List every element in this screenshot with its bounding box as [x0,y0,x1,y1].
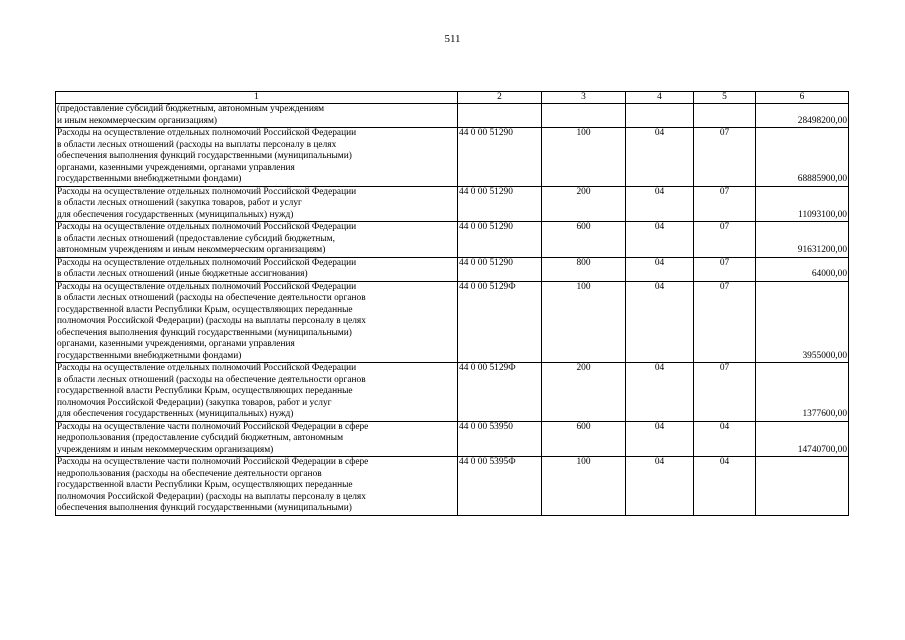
description-line: недропользования (расходы на обеспечение деятельности органов [57,468,322,479]
budget-code: 44 0 00 51290 [458,186,542,222]
row-description [56,128,458,187]
column-header-5: 5 [694,92,756,104]
budget-table [55,91,849,516]
expense-type: 100 [542,457,626,516]
expense-type: 600 [542,421,626,457]
amount: 68885900,00 [756,128,849,187]
table-row [56,281,849,363]
row-description [56,421,458,457]
section: 04 [626,257,694,281]
table-row [56,421,849,457]
description-line: государственными внебюджетными фондами) [57,174,242,184]
budget-code: 44 0 00 5129Ф [458,363,542,422]
column-header-3: 3 [542,92,626,104]
expense-type: 200 [542,186,626,222]
description-line: в области лесных отношений (закупка товаров, работ и услуг [57,198,302,208]
expense-type: 200 [542,363,626,422]
description-line: в области лесных отношений (расходы на обеспечение деятельности органов [57,293,366,303]
description-line: государственной власти Республики Крым, осуществляющих переданные [57,386,353,396]
row-description [56,363,458,422]
description-line: государственной власти Республики Крым, осуществляющих переданные [57,304,353,315]
amount [756,457,849,516]
description-line: Расходы на осуществление отдельных полномочий Российской Федерации [57,281,357,292]
section [626,104,694,128]
budget-code: 44 0 00 51290 [458,128,542,187]
table-row [56,128,849,187]
section: 04 [626,281,694,363]
section: 04 [626,421,694,457]
row-description [56,257,458,281]
expense-type: 100 [542,128,626,187]
budget-code: 44 0 00 51290 [458,222,542,258]
amount: 11093100,00 [756,186,849,222]
description-line: (предоставление субсидий бюджетным, автономным учреждениям [57,104,325,114]
column-header-6: 6 [756,92,849,104]
subsection: 07 [694,222,756,258]
column-header-2: 2 [458,92,542,104]
description-line: Расходы на осуществление части полномочий Российской Федерации в сфере [57,421,369,432]
amount: 1377600,00 [756,363,849,422]
subsection: 07 [694,363,756,422]
amount: 28498200,00 [756,104,849,128]
budget-code: 44 0 00 5395Ф [458,457,542,516]
amount: 3955000,00 [756,281,849,363]
description-line: в области лесных отношений (иные бюджетные ассигнования) [57,269,308,279]
expense-type: 800 [542,257,626,281]
description-line: органами, казенными учреждениями, органами управления [57,339,295,349]
description-line: в области лесных отношений (расходы на выплаты персоналу в целях [57,139,337,150]
row-description [56,222,458,258]
description-line: Расходы на осуществление части полномочий Российской Федерации в сфере [57,457,369,467]
subsection: 07 [694,281,756,363]
description-line: полномочия Российской Федерации) (закупка товаров, работ и услуг [57,397,332,408]
page-number: 511 [444,33,461,45]
description-line: и иным некоммерческим организациям) [57,115,218,126]
subsection [694,104,756,128]
section: 04 [626,457,694,516]
budget-code [458,104,542,128]
column-header-4: 4 [626,92,694,104]
budget-code: 44 0 00 5129Ф [458,281,542,363]
table-row [56,257,849,281]
description-line: государственной власти Республики Крым, осуществляющих переданные [57,480,353,490]
expense-type: 100 [542,281,626,363]
section: 04 [626,128,694,187]
description-line: государственными внебюджетными фондами) [57,350,242,361]
description-line: Расходы на осуществление отдельных полномочий Российской Федерации [57,128,357,138]
row-description [56,281,458,363]
description-line: Расходы на осуществление отдельных полномочий Российской Федерации [57,222,357,232]
section: 04 [626,186,694,222]
subsection: 07 [694,257,756,281]
description-line: в области лесных отношений (предоставление субсидий бюджетным, [57,233,335,244]
description-line: обеспечения выполнения функций государственными (муниципальными) [57,151,352,161]
budget-code: 44 0 00 51290 [458,257,542,281]
description-line: Расходы на осуществление отдельных полномочий Российской Федерации [57,186,357,197]
section: 04 [626,363,694,422]
description-line: органами, казенными учреждениями, органами управления [57,162,295,173]
amount: 14740700,00 [756,421,849,457]
row-description [56,186,458,222]
description-line: для обеспечения государственных (муниципальных) нужд) [57,409,294,419]
table-row [56,457,849,516]
amount: 91631200,00 [756,222,849,258]
expense-type [542,104,626,128]
description-line: недропользования (предоставление субсидий бюджетным, автономным [57,433,344,443]
table-row [56,363,849,422]
column-header-1: 1 [56,92,458,104]
row-description [56,457,458,516]
table-row [56,104,849,128]
description-line: Расходы на осуществление отдельных полномочий Российской Федерации [57,257,357,268]
header-row [56,92,849,104]
section: 04 [626,222,694,258]
description-line: учреждениям и иным некоммерческим организациям) [57,444,274,455]
budget-code: 44 0 00 53950 [458,421,542,457]
description-line: обеспечения выполнения функций государственными (муниципальными) [57,327,352,338]
expense-type: 600 [542,222,626,258]
subsection: 07 [694,128,756,187]
subsection: 07 [694,186,756,222]
description-line: в области лесных отношений (расходы на обеспечение деятельности органов [57,374,366,385]
description-line: обеспечения выполнения функций государственными (муниципальными) [57,503,352,513]
description-line: Расходы на осуществление отдельных полномочий Российской Федерации [57,363,357,373]
amount: 64000,00 [756,257,849,281]
subsection: 04 [694,457,756,516]
description-line: полномочия Российской Федерации) (расходы на выплаты персоналу в целях [57,316,366,326]
row-description [56,104,458,128]
description-line: для обеспечения государственных (муниципальных) нужд) [57,209,294,220]
description-line: полномочия Российской Федерации) (расходы на выплаты персоналу в целях [57,491,366,502]
description-line: автономным учреждениям и иным некоммерческим организациям) [57,245,326,255]
table-row [56,186,849,222]
subsection: 04 [694,421,756,457]
table-row [56,222,849,258]
